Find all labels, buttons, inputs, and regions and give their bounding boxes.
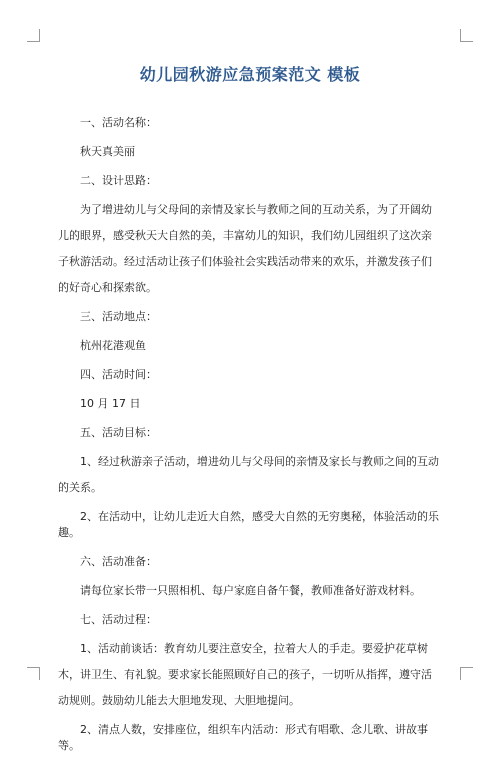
page-corner-mark-top-right	[460, 29, 473, 42]
activity-name-text: 秋天真美丽	[80, 145, 135, 158]
page-corner-mark-bottom-left	[27, 667, 40, 680]
time-text: 10 月 17 日	[80, 397, 141, 410]
process-item-1: 1、活动前谈话：教育幼儿要注意安全，拉着大人的手走。要爱护花草树木，讲卫生、有礼貌。要求家长能照顾好自己的孩子，一切听从指挥，遵守活动规则。鼓励幼儿能去大胆地发现、大胆地提问。	[58, 642, 432, 707]
process-item-2: 2、清点人数，安排座位，组织车内活动：形式有唱歌、念儿歌、讲故事等。	[58, 723, 428, 752]
document-body	[58, 115, 442, 767]
preparation-text: 请每位家长带一只照相机、每户家庭自备午餐，教师准备好游戏材料。	[80, 584, 421, 597]
design-idea-paragraph: 为了增进幼儿与父母间的亲情及家长与教师之间的互动关系，为了开阔幼儿的眼界，感受秋天大自然的美，丰富幼儿的知识，我们幼儿园组织了这次亲子秋游活动。经过活动让孩子们体验社会实践活动带来的欢乐，并激发孩子们的好奇心和探索欲。	[58, 203, 432, 294]
goal-item-2: 2、在活动中，让幼儿走近大自然，感受大自然的无穷奥秘，体验活动的乐趣。	[58, 510, 439, 539]
section-heading-activity-name: 一、活动名称：	[80, 116, 157, 129]
section-heading-design-idea: 二、设计思路：	[80, 174, 157, 187]
goal-item-1: 1、经过秋游亲子活动，增进幼儿与父母间的亲情及家长与教师之间的互动的关系。	[58, 455, 439, 494]
section-heading-location: 三、活动地点：	[80, 310, 157, 323]
location-text: 杭州花港观鱼	[80, 339, 146, 352]
page-corner-mark-top-left	[27, 29, 40, 42]
page-corner-mark-bottom-right	[460, 667, 473, 680]
document-title: 幼儿园秋游应急预案范文 模板	[139, 65, 361, 84]
section-heading-time: 四、活动时间：	[80, 368, 157, 381]
section-heading-preparation: 六、活动准备：	[80, 555, 157, 568]
section-heading-process: 七、活动过程：	[80, 613, 157, 626]
section-heading-goals: 五、活动目标：	[80, 426, 157, 439]
